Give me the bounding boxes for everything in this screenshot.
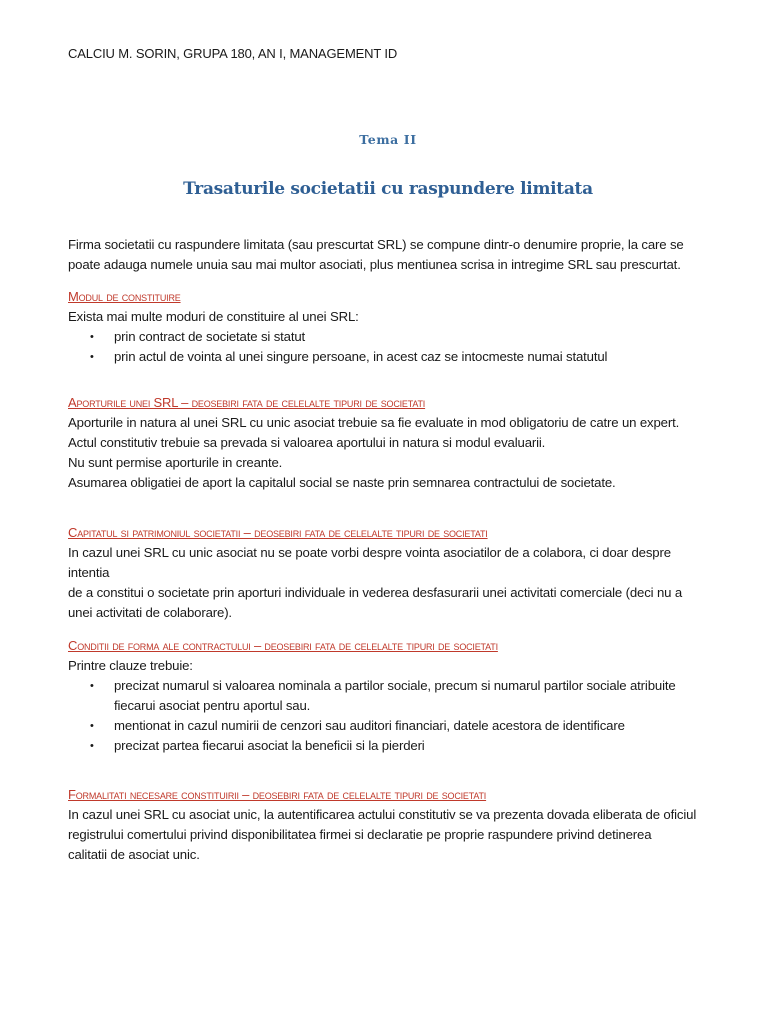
document-title: Trasaturile societatii cu raspundere limitata [183, 179, 593, 199]
paragraph-line: Asumarea obligatiei de aport la capitalul social se naste prin semnarea contractului de societate. [68, 475, 616, 490]
section-heading-aporturile: Aporturile unei SRL – deosebiri fata de celelalte tipuri de societati [68, 395, 426, 410]
bullet-icon: • [90, 331, 94, 343]
list-item-text: mentionat in cazul numirii de cenzori sau auditori financiari, datele acestora de identificare [114, 718, 625, 733]
bullet-icon: • [90, 740, 94, 752]
section-heading-capitalul: Capitatul si patrimoniul societatii – deosebiri fata de celelalte tipuri de societati [68, 525, 488, 540]
list-item [68, 736, 708, 756]
section-heading-conditii: Conditii de forma ale contractului – deosebiri fata de celelalte tipuri de societati [68, 638, 498, 653]
paragraph-line: unei activitati de colaborare). [68, 605, 232, 620]
section-body-aporturile [68, 413, 708, 493]
section-heading-modul: Modul de constituire [68, 289, 181, 304]
list-item-text: prin actul de vointa al unei singure persoane, in acest caz se intocmeste numai statutul [114, 349, 608, 364]
section-body-capitalul [68, 543, 708, 623]
list-item-text: fiecarui asociat pentru aportul sau. [114, 698, 311, 713]
intro-line: poate adauga numele unuia sau mai multor asociati, plus mentiunea scrisa in intregime SRL sau prescurtat. [68, 257, 681, 272]
paragraph-line: calitatii de asociat unic. [68, 847, 200, 862]
paragraph-line: In cazul unei SRL cu asociat unic, la autentificarea actului constitutiv se va prezenta dovada eliberata de oficiul [68, 807, 697, 822]
bullet-icon: • [90, 720, 94, 732]
list-item-text: prin contract de societate si statut [114, 329, 306, 344]
bullet-list-conditii [68, 676, 708, 756]
bullet-icon: • [90, 680, 94, 692]
list-item [68, 716, 708, 736]
paragraph-line: registrului comertului privind disponibilitatea firmei si declaratie pe proprie raspundere privind detinerea [68, 827, 652, 842]
list-item [68, 676, 708, 716]
paragraph-line: Actul constitutiv trebuie sa prevada si valoarea aportului in natura si modul evaluarii. [68, 435, 546, 450]
paragraph-line: In cazul unei SRL cu unic asociat nu se poate vorbi despre vointa asociatilor de a colabora, ci doar despre intentia [68, 545, 671, 580]
tema-heading: Tema II [359, 132, 417, 147]
intro-line: Firma societatii cu raspundere limitata (sau prescurtat SRL) se compune dintr-o denumire proprie, la care se [68, 237, 684, 252]
paragraph-line: Aporturile in natura al unei SRL cu unic asociat trebuie sa fie evaluate in mod obligatoriu de catre un expert. [68, 415, 680, 430]
author-line: CALCIU M. SORIN, GRUPA 180, AN I, MANAGEMENT ID [68, 46, 398, 61]
bullet-list-modul [68, 327, 708, 367]
list-item-text: precizat partea fiecarui asociat la beneficii si la pierderi [114, 738, 425, 753]
intro-paragraph [68, 235, 708, 275]
section-text: Exista mai multe moduri de constituire al unei SRL: [68, 309, 359, 324]
list-item-text: precizat numarul si valoarea nominala a partilor sociale, precum si numarul partilor sociale atribuite [114, 678, 676, 693]
section-heading-formalitati: Formalitati necesare constituirii – deosebiri fata de celelalte tipuri de societati [68, 787, 487, 802]
paragraph-line: de a constitui o societate prin aporturi individuale in vederea desfasurarii unei activitati comerciale (deci nu a [68, 585, 683, 600]
list-item [68, 347, 708, 367]
section-body-formalitati [68, 805, 708, 865]
paragraph-line: Nu sunt permise aporturile in creante. [68, 455, 283, 470]
list-item [68, 327, 708, 347]
bullet-icon: • [90, 351, 94, 363]
section-text: Printre clauze trebuie: [68, 658, 193, 673]
